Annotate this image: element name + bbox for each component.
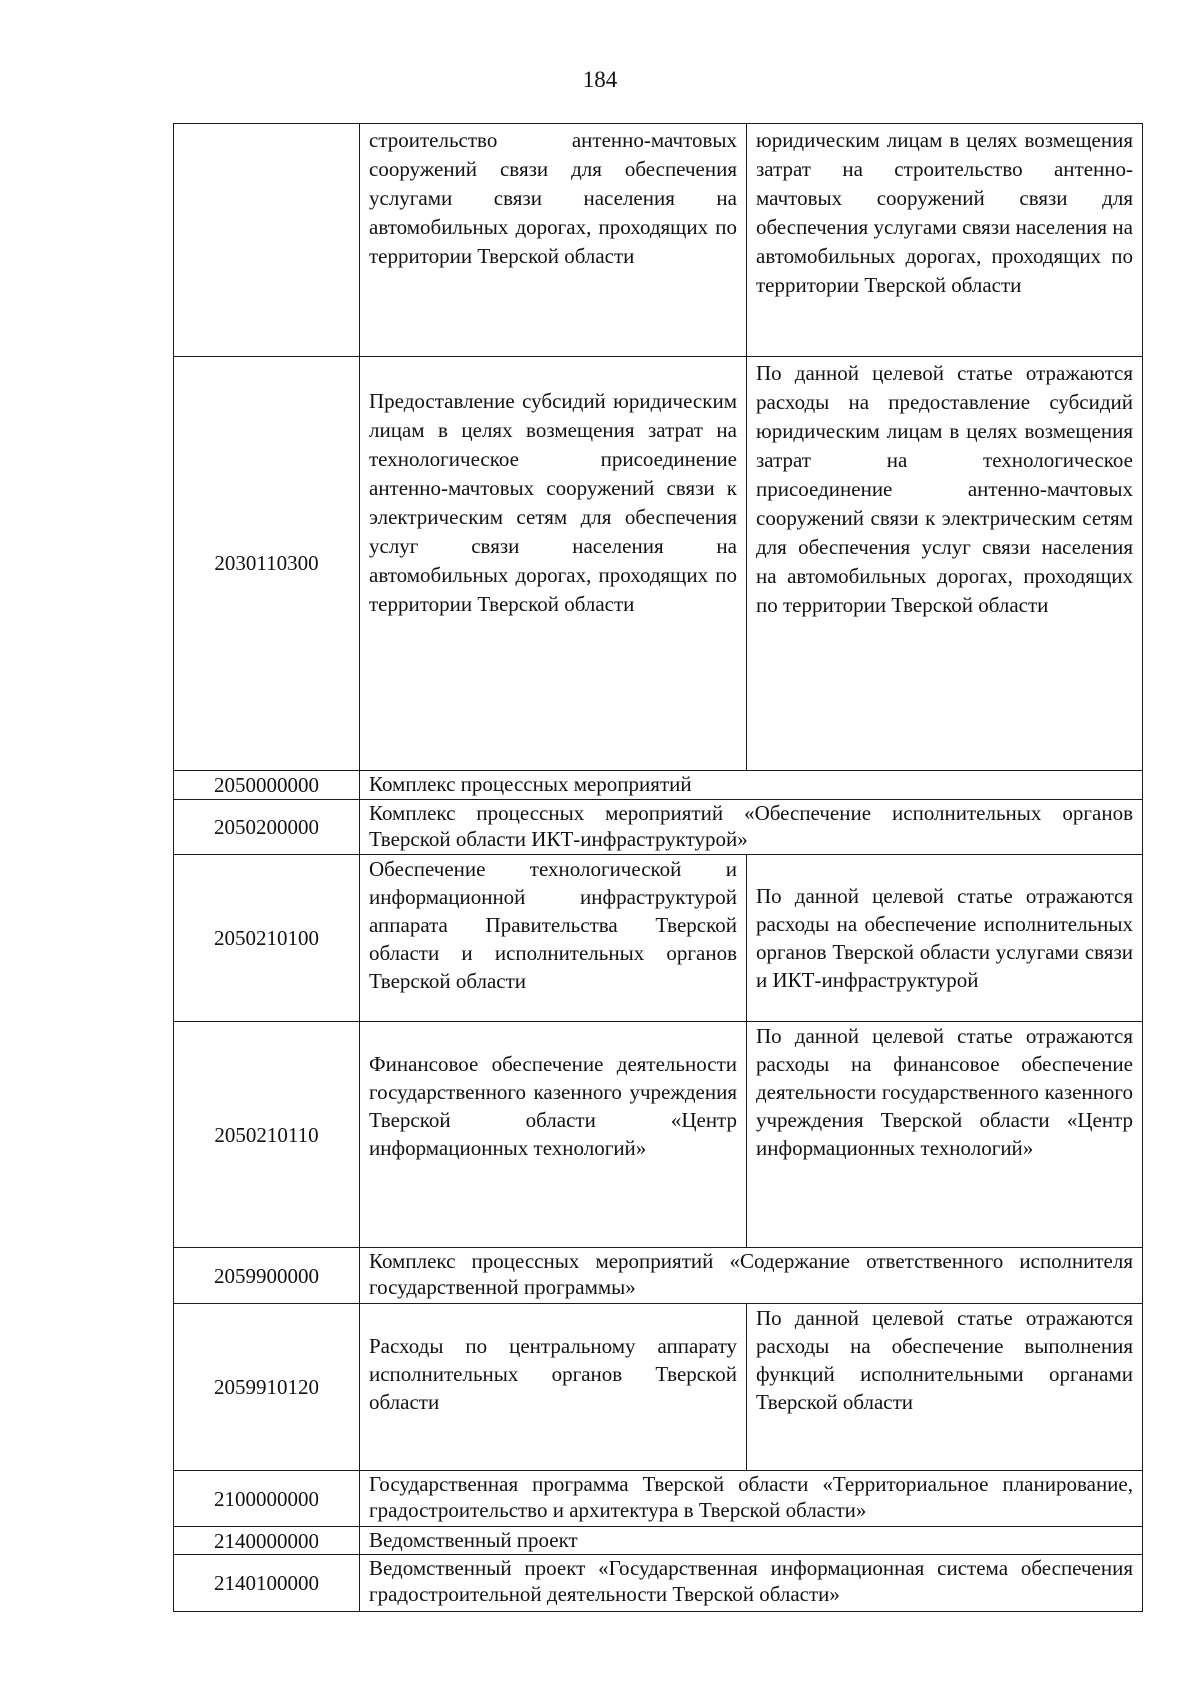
table-row (174, 1022, 1143, 1248)
row-name: Расходы по центральному аппарату исполнительных органов Тверской области (360, 1304, 747, 1471)
page-number: 184 (582, 67, 618, 92)
row-code: 2050000000 (174, 771, 360, 800)
row-description: юридическим лицам в целях возмещения затрат на строительство антенно-мачтовых сооружений связи для обеспечения услугами связи населения на автомобильных дорогах, проходящих по территории Тверской области (747, 124, 1143, 357)
row-name: Комплекс процессных мероприятий «Содержание ответственного исполнителя государственной программы» (360, 1248, 1143, 1304)
table-row (174, 1248, 1143, 1304)
row-name: Государственная программа Тверской области «Территориальное планирование, градостроительство и архитектура в Тверской области» (360, 1471, 1143, 1527)
row-name: Финансовое обеспечение деятельности государственного казенного учреждения Тверской области «Центр информационных технологий» (360, 1022, 747, 1248)
row-name: Комплекс процессных мероприятий (360, 771, 1143, 800)
row-code: 2140100000 (174, 1555, 360, 1612)
row-code: 2059910120 (174, 1304, 360, 1471)
row-code (174, 124, 360, 357)
row-code: 2100000000 (174, 1471, 360, 1527)
row-code: 2030110300 (174, 357, 360, 771)
row-description: По данной целевой статье отражаются расходы на обеспечение выполнения функций исполнительными органами Тверской области (747, 1304, 1143, 1471)
table-row (174, 357, 1143, 771)
target-articles-table (173, 123, 1143, 1612)
row-name: Ведомственный проект «Государственная информационная система обеспечения градостроительной деятельности Тверской области» (360, 1555, 1143, 1612)
row-name: Комплекс процессных мероприятий «Обеспечение исполнительных органов Тверской области ИКТ-инфраструктурой» (360, 800, 1143, 855)
row-name: Предоставление субсидий юридическим лицам в целях возмещения затрат на технологическое присоединение антенно-мачтовых сооружений связи к электрическим сетям для обеспечения услуг связи населения на автомобильных дорогах, проходящих по территории Тверской области (360, 357, 747, 771)
table-row (174, 771, 1143, 800)
table-row (174, 1304, 1143, 1471)
row-name: строительство антенно-мачтовых сооружений связи для обеспечения услугами связи населения на автомобильных дорогах, проходящих по территории Тверской области (360, 124, 747, 357)
table-row (174, 855, 1143, 1022)
row-name: Обеспечение технологической и информационной инфраструктурой аппарата Правительства Тверской области и исполнительных органов Тверской области (360, 855, 747, 1022)
table-row (174, 1471, 1143, 1527)
table-row (174, 800, 1143, 855)
row-code: 2050200000 (174, 800, 360, 855)
row-code: 2050210100 (174, 855, 360, 1022)
row-name: Ведомственный проект (360, 1527, 1143, 1555)
row-code: 2059900000 (174, 1248, 360, 1304)
table-row (174, 1555, 1143, 1612)
row-description: По данной целевой статье отражаются расходы на предоставление субсидий юридическим лицам в целях возмещения затрат на технологическое присоединение антенно-мачтовых сооружений связи к электрическим сетям для обеспечения услуг связи населения на автомобильных дорогах, проходящих по территории Тверской области (747, 357, 1143, 771)
row-code: 2140000000 (174, 1527, 360, 1555)
row-description: По данной целевой статье отражаются расходы на финансовое обеспечение деятельности государственного казенного учреждения Тверской области «Центр информационных технологий» (747, 1022, 1143, 1248)
table-row (174, 124, 1143, 357)
row-code: 2050210110 (174, 1022, 360, 1248)
row-description: По данной целевой статье отражаются расходы на обеспечение исполнительных органов Тверской области услугами связи и ИКТ-инфраструктурой (747, 855, 1143, 1022)
table-row (174, 1527, 1143, 1555)
